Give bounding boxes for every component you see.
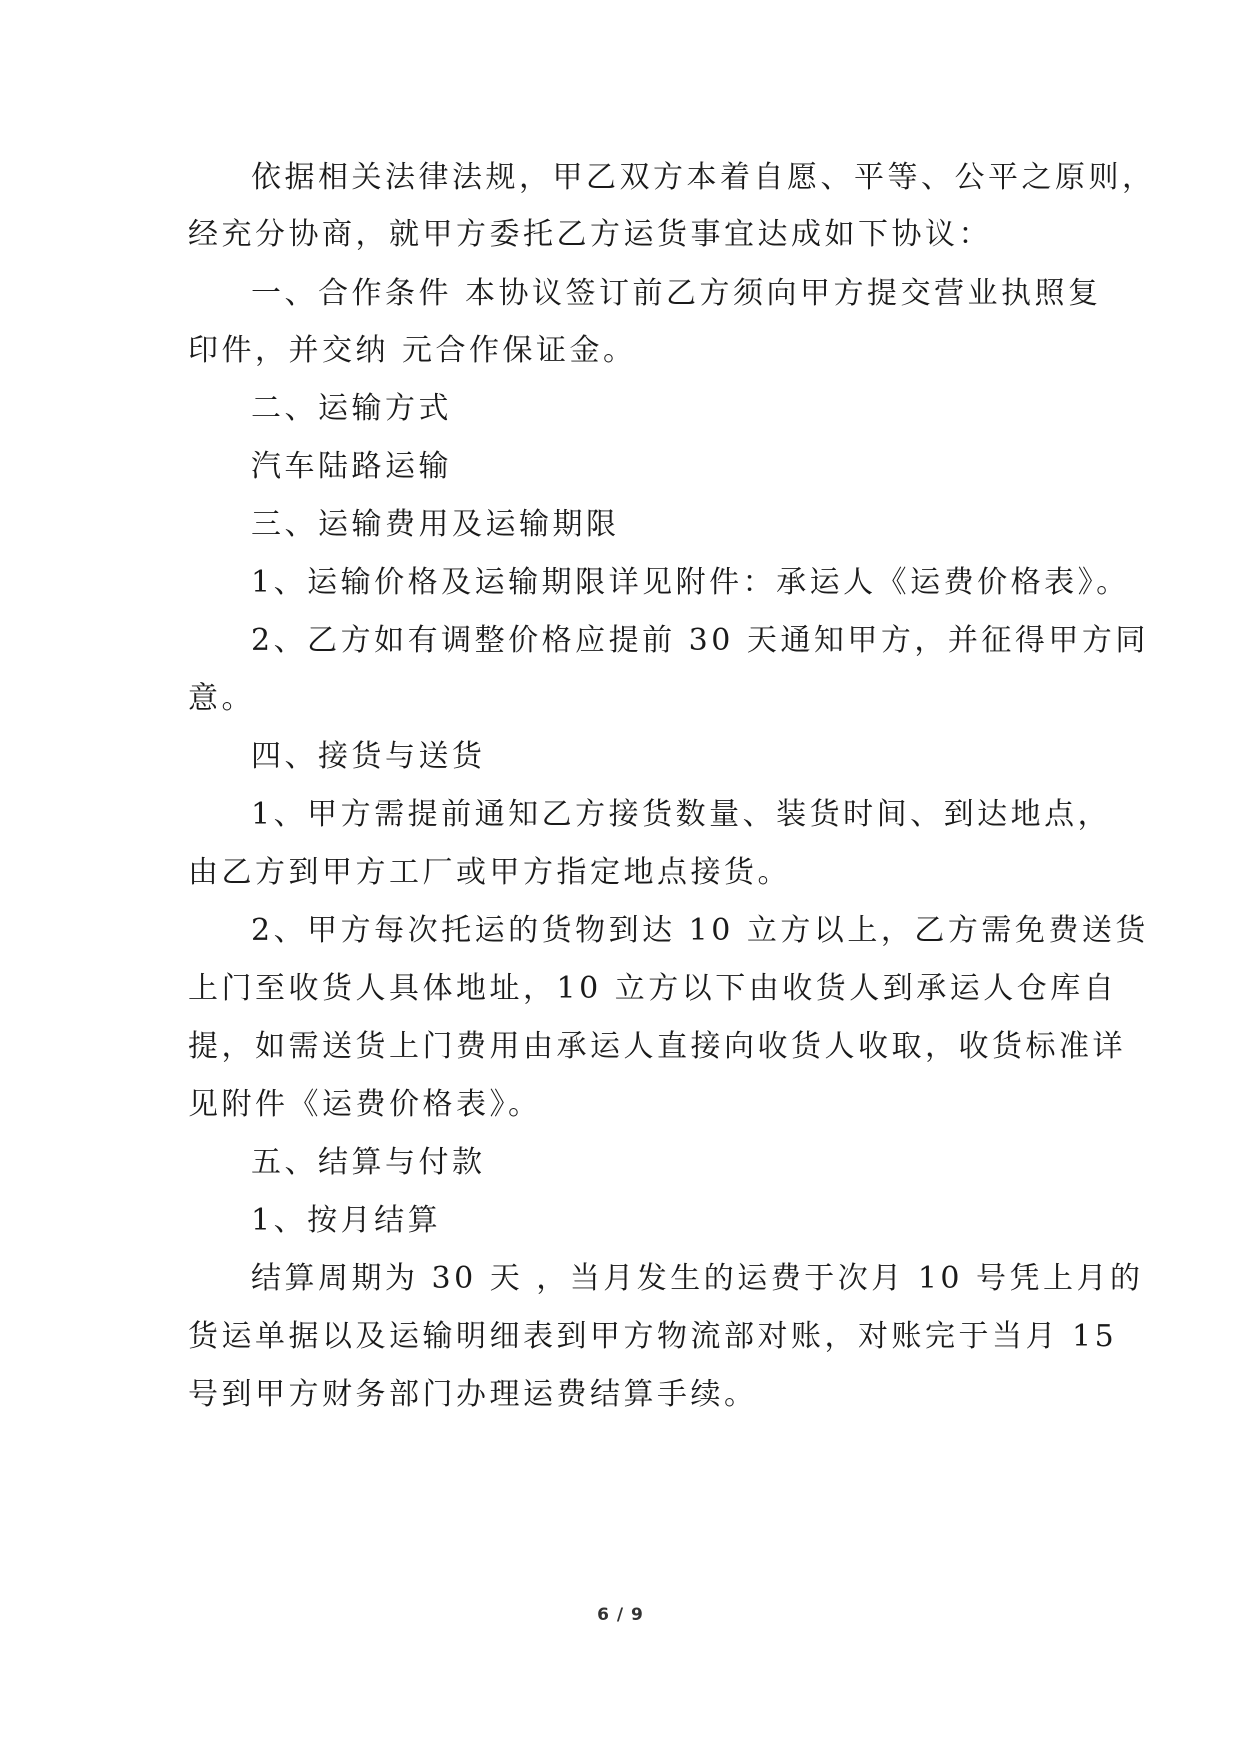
paragraph-line: 货运单据以及运输明细表到甲方物流部对账，对账完于当月 15 xyxy=(188,1319,1118,1354)
section-heading: 三、运输费用及运输期限 xyxy=(251,507,620,542)
paragraph-line: 汽车陆路运输 xyxy=(251,449,452,484)
paragraph-line: 2、乙方如有调整价格应提前 30 天通知甲方，并征得甲方同 xyxy=(251,623,1149,658)
paragraph-line: 由乙方到甲方工厂或甲方指定地点接货。 xyxy=(188,855,791,890)
paragraph-line: 2、甲方每次托运的货物到达 10 立方以上，乙方需免费送货 xyxy=(251,913,1149,948)
paragraph-line: 号到甲方财务部门办理运费结算手续。 xyxy=(188,1377,758,1412)
paragraph-line: 一、合作条件 本协议签订前乙方须向甲方提交营业执照复 xyxy=(251,276,1102,311)
paragraph-line: 印件，并交纳 元合作保证金。 xyxy=(188,333,637,368)
section-heading: 二、运输方式 xyxy=(251,391,452,426)
page-number: 6 / 9 xyxy=(597,1605,644,1625)
section-heading: 四、接货与送货 xyxy=(251,739,486,774)
section-heading: 五、结算与付款 xyxy=(251,1145,486,1180)
paragraph-line: 见附件《运费价格表》。 xyxy=(188,1087,542,1122)
paragraph-line: 1、甲方需提前通知乙方接货数量、装货时间、到达地点， xyxy=(251,797,1112,832)
paragraph-line: 1、运输价格及运输期限详见附件：承运人《运费价格表》。 xyxy=(251,565,1130,600)
paragraph-line: 意。 xyxy=(188,681,255,716)
paragraph-line: 结算周期为 30 天 ，当月发生的运费于次月 10 号凭上月的 xyxy=(251,1261,1144,1296)
paragraph-line: 上门至收货人具体地址，10 立方以下由收货人到承运人仓库自 xyxy=(188,971,1118,1006)
paragraph-line: 1、按月结算 xyxy=(251,1203,442,1238)
paragraph-line: 提，如需送货上门费用由承运人直接向收货人收取，收货标准详 xyxy=(188,1029,1126,1064)
paragraph-line: 依据相关法律法规，甲乙双方本着自愿、平等、公平之原则， xyxy=(251,160,1156,195)
paragraph-line: 经充分协商，就甲方委托乙方运货事宜达成如下协议： xyxy=(188,217,992,252)
